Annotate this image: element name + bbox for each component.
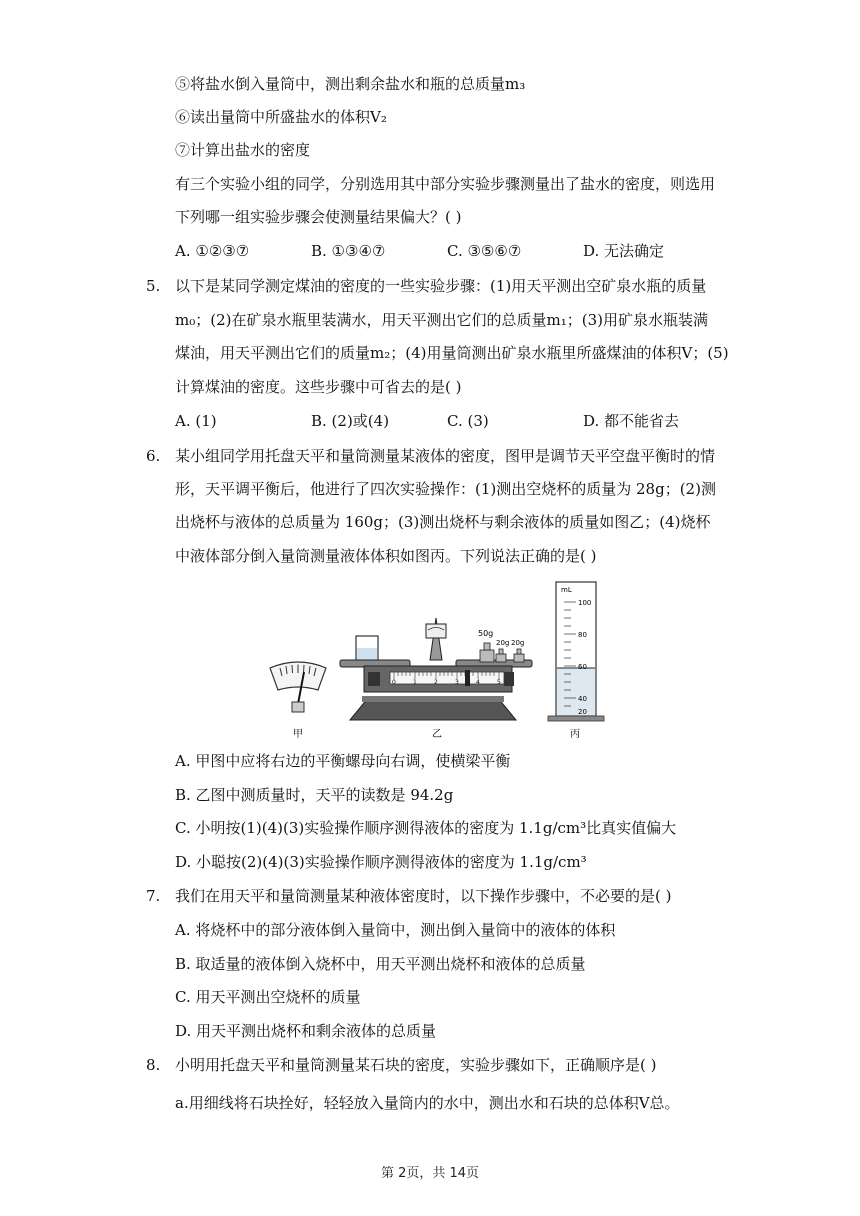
scale-tick-3: 3 — [455, 679, 459, 686]
scale-tick-4: 4 — [476, 679, 480, 686]
cyl-tick-80: 80 — [578, 631, 587, 639]
page-footer: 第 2页，共 14页 — [380, 1166, 480, 1181]
q4-option-b: B. ①③④⑦ — [311, 242, 386, 260]
q6-option-d: D. 小聪按(2)(4)(3)实验操作顺序测得液体的密度为 1.1g/cm³ — [175, 853, 587, 871]
q7-option-c: C. 用天平测出空烧杯的质量 — [175, 988, 361, 1006]
q4-stem-line-2: 下列哪一组实验步骤会使测量结果偏大？( ) — [175, 208, 462, 226]
balance-figure — [258, 580, 610, 742]
q8-line-2: a.用细线将石块拴好，轻轻放入量筒内的水中，测出水和石块的总体积V总。 — [175, 1094, 680, 1112]
dial-jia — [270, 662, 326, 712]
q5-line-3: 煤油，用天平测出它们的质量m₂；(4)用量筒测出矿泉水瓶里所盛煤油的体积V；(5) — [175, 344, 729, 362]
q7-option-d: D. 用天平测出烧杯和剩余液体的总质量 — [175, 1022, 437, 1040]
step-5: ⑤将盐水倒入量筒中，测出剩余盐水和瓶的总质量m₃ — [175, 75, 526, 93]
scale-tick-1: 1 — [413, 679, 417, 686]
cyl-tick-60: 60 — [578, 663, 587, 671]
balance-yi — [340, 618, 532, 720]
cylinder-unit: mL — [561, 586, 572, 594]
scale-tick-2: 2 — [434, 679, 438, 686]
weight-20g-label-b: 20g — [511, 639, 525, 647]
label-yi: 乙 — [432, 729, 442, 740]
q6-option-a: A. 甲图中应将右边的平衡螺母向右调，使横梁平衡 — [175, 752, 511, 770]
scale-tick-0: 0 — [392, 679, 396, 686]
weight-20g-label-a: 20g — [496, 639, 510, 647]
label-jia: 甲 — [293, 729, 303, 740]
q7-line-1: 我们在用天平和量筒测量某种液体密度时，以下操作步骤中，不必要的是( ) — [175, 887, 672, 905]
q5-option-b: B. (2)或(4) — [311, 412, 390, 430]
q6-option-b: B. 乙图中测质量时，天平的读数是 94.2g — [175, 786, 454, 804]
q4-option-a: A. ①②③⑦ — [175, 242, 250, 260]
scale-tick-5: 5 — [497, 679, 501, 686]
q5-line-2: m₀；(2)在矿泉水瓶里装满水，用天平测出它们的总质量m₁；(3)用矿泉水瓶装满 — [175, 311, 708, 329]
q6-option-c: C. 小明按(1)(4)(3)实验操作顺序测得液体的密度为 1.1g/cm³比真实值偏大 — [175, 819, 677, 837]
q6-line-1: 某小组同学用托盘天平和量筒测量某液体的密度，图甲是调节天平空盘平衡时的情 — [175, 447, 716, 465]
cyl-tick-40: 40 — [578, 695, 587, 703]
q8-number: 8. — [146, 1056, 161, 1074]
q6-line-2: 形，天平调平衡后，他进行了四次实验操作：(1)测出空烧杯的质量为 28g；(2)测 — [175, 480, 716, 498]
cyl-tick-20: 20 — [578, 708, 587, 716]
step-6: ⑥读出量筒中所盛盐水的体积V₂ — [175, 108, 387, 126]
cylinder-bing — [548, 582, 604, 721]
step-7: ⑦计算出盐水的密度 — [175, 141, 311, 159]
label-bing: 丙 — [570, 729, 580, 740]
q7-option-b: B. 取适量的液体倒入烧杯中，用天平测出烧杯和液体的总质量 — [175, 955, 586, 973]
q6-number: 6. — [146, 447, 161, 465]
q5-option-a: A. (1) — [175, 412, 217, 430]
q4-stem-line-1: 有三个实验小组的同学，分别选用其中部分实验步骤测量出了盐水的密度，则选用 — [175, 175, 716, 193]
cyl-tick-100: 100 — [578, 599, 592, 607]
weight-50g-label: 50g — [478, 629, 494, 638]
q5-line-4: 计算煤油的密度。这些步骤中可省去的是( ) — [175, 378, 462, 396]
q5-number: 5. — [146, 277, 161, 295]
q7-number: 7. — [146, 887, 161, 905]
q4-option-c: C. ③⑤⑥⑦ — [447, 242, 522, 260]
q4-option-d: D. 无法确定 — [583, 242, 665, 260]
q7-option-a: A. 将烧杯中的部分液体倒入量筒中，测出倒入量筒中的液体的体积 — [175, 921, 616, 939]
q8-line-1: 小明用托盘天平和量筒测量某石块的密度，实验步骤如下，正确顺序是( ) — [175, 1056, 657, 1074]
q6-line-3: 出烧杯与液体的总质量为 160g；(3)测出烧杯与剩余液体的质量如图乙；(4)烧杯 — [175, 513, 711, 531]
q5-option-d: D. 都不能省去 — [583, 412, 680, 430]
q5-option-c: C. (3) — [447, 412, 489, 430]
q5-line-1: 以下是某同学测定煤油的密度的一些实验步骤：(1)用天平测出空矿泉水瓶的质量 — [175, 277, 707, 295]
q6-line-4: 中液体部分倒入量筒测量液体体积如图丙。下列说法正确的是( ) — [175, 547, 597, 565]
